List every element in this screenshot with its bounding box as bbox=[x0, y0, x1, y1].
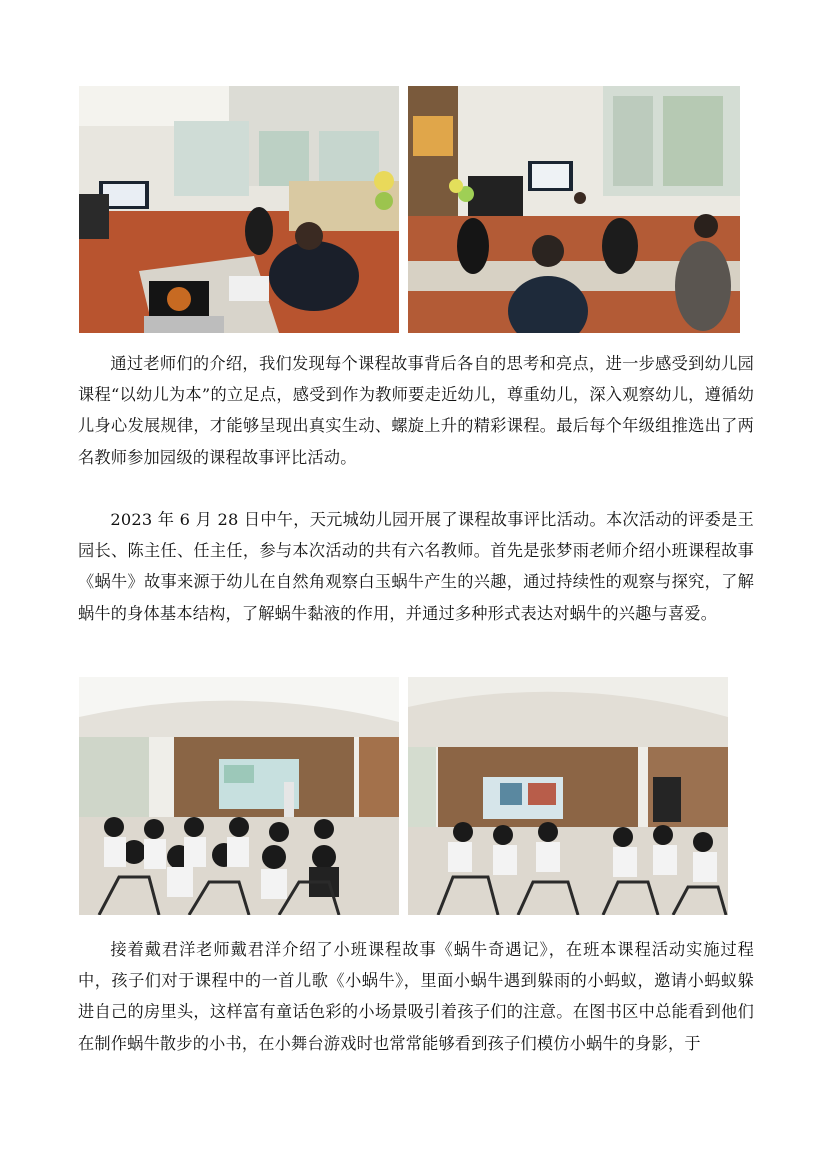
hall-photo-right bbox=[408, 677, 728, 915]
hall-photo-left bbox=[79, 677, 399, 915]
classroom-photo-laptop bbox=[79, 86, 399, 333]
classroom-photo-audience bbox=[408, 86, 740, 333]
paragraph-teacher-introduction: 通过老师们的介绍，我们发现每个课程故事背后各自的思考和亮点，进一步感受到幼儿园课程“以幼儿为本”的立足点，感受到作为教师要走近幼儿，尊重幼儿，深入观察幼儿，遵循幼儿身心发展规律，才能够呈现出真实生动、螺旋上升的精彩课程。最后每个年级组推选出了两名教师参加园级的课程故事评比活动。 bbox=[78, 354, 754, 467]
paragraph-story-evaluation: 2023 年 6 月 28 日中午，天元城幼儿园开展了课程故事评比活动。本次活动的评委是王园长、陈主任、任主任，参与本次活动的共有六名教师。首先是张梦雨老师介绍小班课程故事《蜗牛》故事来源于幼儿在自然角观察白玉蜗牛产生的兴趣，通过持续性的观察与探究，了解蜗牛的身体基本结构，了解蜗牛黏液的作用，并通过多种形式表达对蜗牛的兴趣与喜爱。 bbox=[78, 510, 754, 623]
paragraph-snail-adventure: 接着戴君洋老师戴君洋介绍了小班课程故事《蜗牛奇遇记》，在班本课程活动实施过程中，孩子们对于课程中的一首儿歌《小蜗牛》，里面小蜗牛遇到躲雨的小蚂蚁，邀请小蚂蚁躲进自己的房里头，这样富有童话色彩的小场景吸引着孩子们的注意。在图书区中总能看到他们在制作蜗牛散步的小书，在小舞台游戏时也常常能够看到孩子们模仿小蜗牛的身影，于 bbox=[78, 940, 754, 1053]
